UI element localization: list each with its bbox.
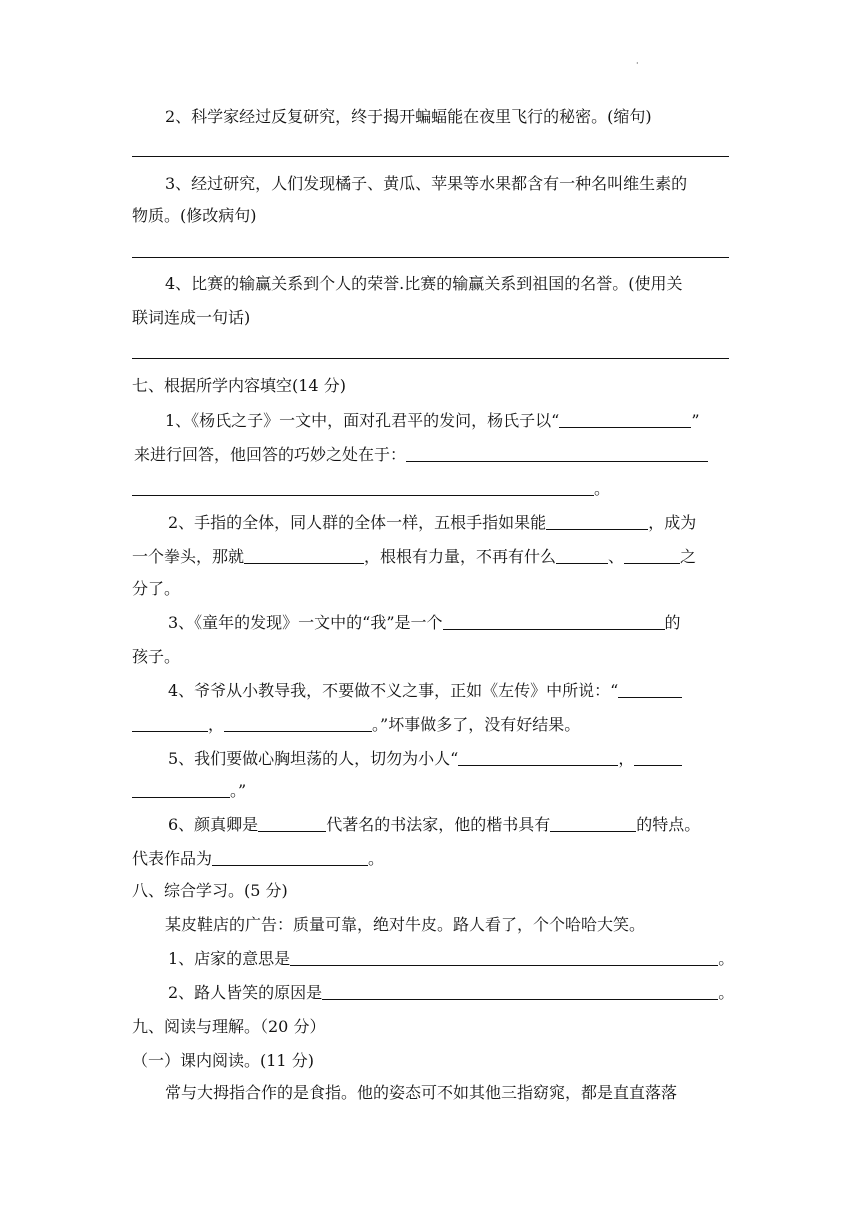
blank-field[interactable] <box>559 411 691 428</box>
s7-5-text-a: 5、我们要做心胸坦荡的人，切勿为小人“ <box>168 749 459 768</box>
page-dot: · <box>636 59 639 68</box>
s7-2-text-e: 、 <box>608 547 625 566</box>
blank-field[interactable] <box>212 849 368 866</box>
s7-6-text-d: 代表作品为 <box>132 849 213 868</box>
s8-1-end: 。 <box>718 949 735 968</box>
question-3-line1: 3、经过研究，人们发现橘子、黄瓜、苹果等水果都含有一种名叫维生素的 <box>165 174 688 193</box>
s8-1-text: 1、店家的意思是 <box>168 949 291 968</box>
s7-item-1-line2 <box>134 444 708 466</box>
question-2: 2、科学家经过反复研究，终于揭开蝙蝠能在夜里飞行的秘密。(缩句) <box>165 107 652 126</box>
s7-item-5-line1 <box>168 748 682 770</box>
blank-field[interactable] <box>406 445 708 462</box>
s7-6-text-a: 6、颜真卿是 <box>168 815 259 834</box>
blank-field[interactable] <box>258 815 326 832</box>
s7-item-2-line3: 分了。 <box>132 579 181 598</box>
s7-2-text-b: ，成为 <box>648 513 697 532</box>
s8-2-text: 2、路人皆笑的原因是 <box>168 983 323 1002</box>
s7-6-text-b: 代著名的书法家，他的楷书具有 <box>326 815 551 834</box>
s7-item-6-line2 <box>132 848 384 870</box>
answer-line-q3 <box>132 257 729 258</box>
blank-field[interactable] <box>224 715 372 732</box>
s7-item-4-line2 <box>132 714 580 736</box>
s8-intro: 某皮鞋店的广告：质量可靠，绝对牛皮。路人看了，个个哈哈大笑。 <box>165 915 646 934</box>
s8-item-2 <box>168 982 734 1004</box>
s7-1-text-d: 。 <box>594 479 611 498</box>
question-3-line2: 物质。(修改病句) <box>132 206 257 225</box>
s7-4-text-a: 4、爷爷从小教导我，不要做不义之事，正如《左传》中所说：“ <box>168 681 619 700</box>
s7-5-text-b: ， <box>618 749 635 768</box>
blank-field[interactable] <box>244 547 364 564</box>
s7-2-text-f: 之 <box>680 547 697 566</box>
s7-3-text-b: 的 <box>664 613 681 632</box>
question-4-line2: 联词连成一句话) <box>132 308 251 327</box>
s8-item-1 <box>168 948 734 970</box>
s7-item-3-line1 <box>168 612 681 634</box>
s7-1-text-a: 1、《杨氏之子》一文中，面对孔君平的发问，杨氏子以“ <box>165 411 560 430</box>
s7-item-6-line1 <box>168 814 700 836</box>
s7-6-text-e: 。 <box>368 849 385 868</box>
s9-reading-text: 常与大拇指合作的是食指。他的姿态可不如其他三指窈窕，都是直直落落 <box>165 1083 678 1102</box>
s7-item-1-line1 <box>165 410 700 432</box>
section-7-title: 七、根据所学内容填空(14 分) <box>132 376 346 395</box>
s7-item-2-line1 <box>168 512 696 534</box>
blank-field[interactable] <box>290 949 718 966</box>
s7-item-4-line1 <box>168 680 682 702</box>
s8-2-end: 。 <box>718 983 735 1002</box>
blank-field[interactable] <box>443 613 665 630</box>
blank-field[interactable] <box>556 547 608 564</box>
s7-1-text-b: ” <box>691 411 700 430</box>
blank-field[interactable] <box>132 781 230 798</box>
question-4-line1: 4、比赛的输赢关系到个人的荣誉.比赛的输赢关系到祖国的名誉。(使用关 <box>165 274 683 293</box>
answer-line-q2 <box>132 156 729 157</box>
s7-1-text-c: 来进行回答，他回答的巧妙之处在于： <box>134 445 407 464</box>
blank-field[interactable] <box>618 681 682 698</box>
section-9-title: 九、阅读与理解。（20 分） <box>132 1017 326 1036</box>
s9-subtitle: （一）课内阅读。(11 分) <box>132 1051 314 1070</box>
answer-line-q4 <box>132 358 729 359</box>
section-8-title: 八、综合学习。(5 分) <box>132 881 288 900</box>
blank-field[interactable] <box>550 815 636 832</box>
s7-2-text-d: ，根根有力量，不再有什么 <box>364 547 557 566</box>
blank-field[interactable] <box>634 749 682 766</box>
blank-field[interactable] <box>322 983 718 1000</box>
s7-item-3-line2: 孩子。 <box>132 647 181 666</box>
s7-4-text-b: ， <box>208 715 225 734</box>
s7-5-text-c: 。” <box>230 781 247 800</box>
blank-field[interactable] <box>458 749 618 766</box>
s7-6-text-c: 的特点。 <box>636 815 701 834</box>
s7-item-5-line2 <box>132 780 246 802</box>
s7-2-text-c: 一个拳头，那就 <box>132 547 245 566</box>
blank-field[interactable] <box>546 513 648 530</box>
s7-2-text-a: 2、手指的全体，同人群的全体一样，五根手指如果能 <box>168 513 547 532</box>
blank-field[interactable] <box>624 547 680 564</box>
s7-item-2-line2 <box>132 546 696 568</box>
blank-field[interactable] <box>132 715 208 732</box>
s7-4-text-c: 。”坏事做多了，没有好结果。 <box>372 715 581 734</box>
s7-3-text-a: 3、《童年的发现》一文中的“我”是一个 <box>168 613 443 632</box>
blank-field[interactable] <box>132 479 594 496</box>
s7-item-1-line3 <box>132 478 610 500</box>
